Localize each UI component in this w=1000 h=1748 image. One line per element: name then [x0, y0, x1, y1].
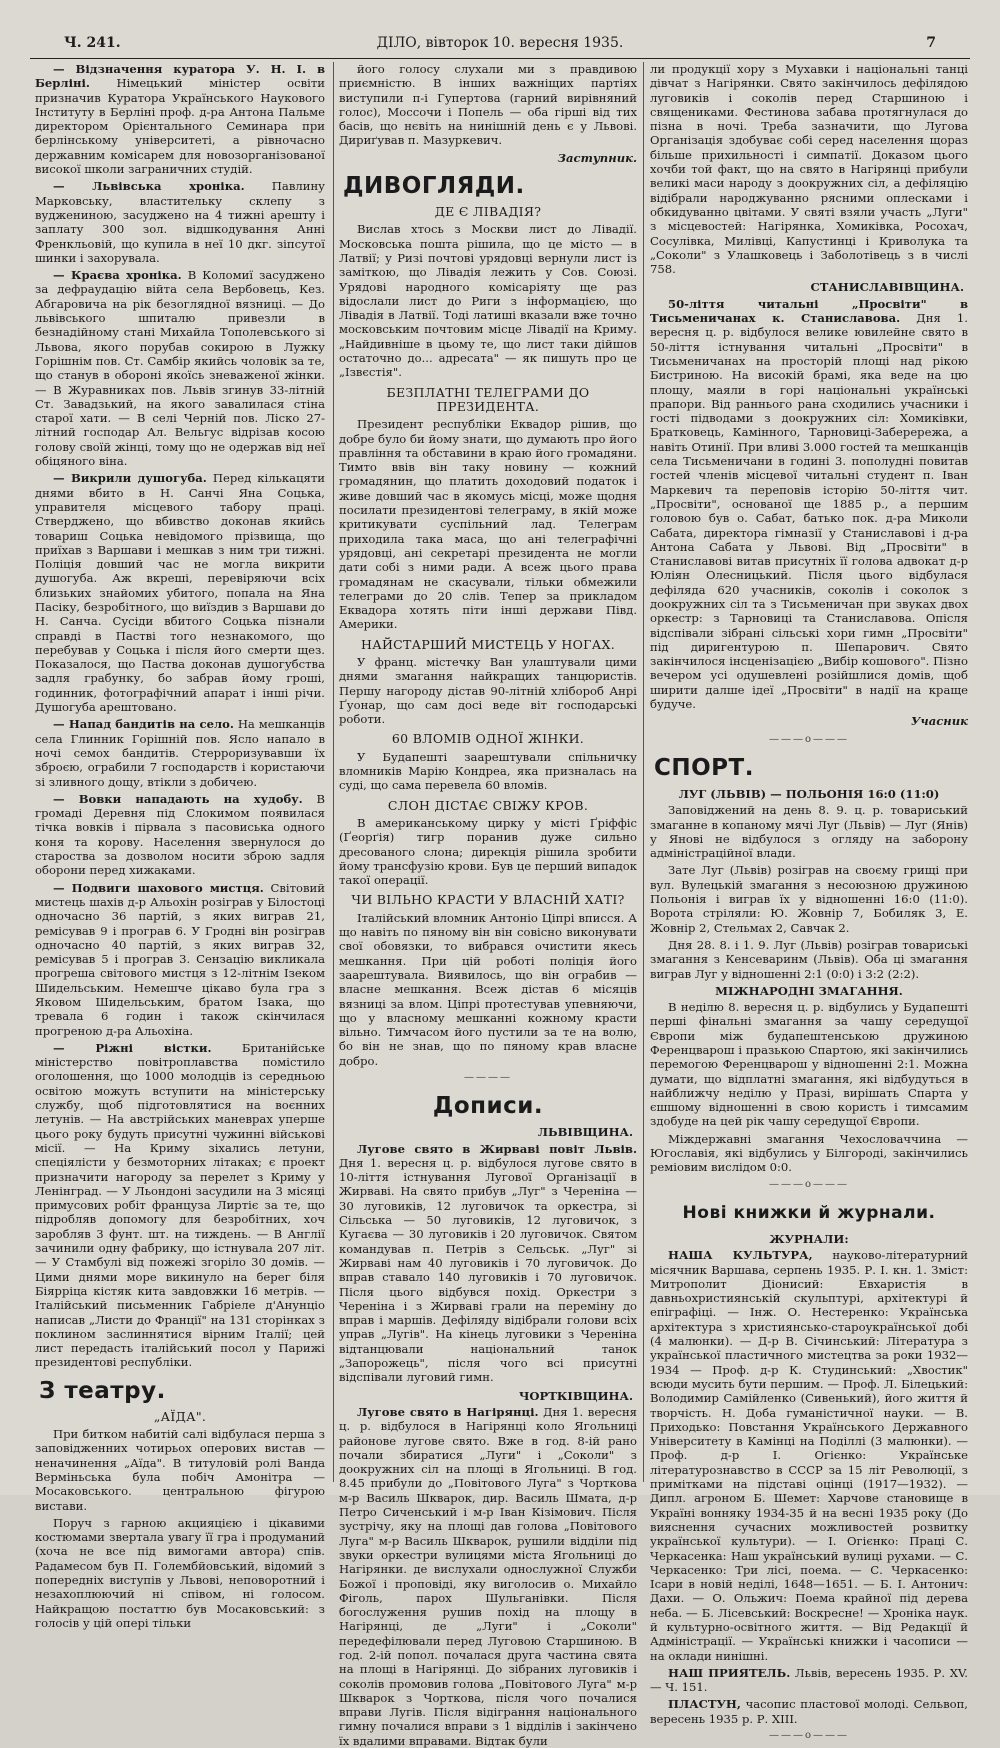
news-text: Світовий мистець шахів д-р Альохін розіграв у Білостоці одночасно 36 партій, з яких виграв 21, ремісував 9 і програв 6. У Гродні він розіграв одночасно 40 партій, з яких виграв 32, ремісував 5 і програв 3. Сензацію викликала прогреша світового мистця з 12-літнім Ізеком Шидельським. Немешче цікаво була гра з Яковом Шидельським, братом Ізака, що тревала 6 годин і також скінчилася прогреною д-ра Альохіна. — [35, 880, 326, 1038]
news-item — [35, 792, 325, 878]
stanyslav-body: Дня 1. вересня ц. р. відбулося велике ювилейне свято в 50-ліття істнування читальні „Просвіти" в Тисьменичанах на просторій площі над рікою Бистриною. На високій брамі, яка веде на цю площу, маяли в горі національні українські прапори. Від раннього рана сходились учасники і гості підводами з доокружних сіл: Хомиківки, Братковець, Камінного, Тарновиці-Заберережа, а навіть Отинії. При вливі 3.000 гостей та мешканців села Тисьменичани в годині 3. пополудні повитав гостей членів місцевої читальні студент п. Іван Маркевич та переповів історію 50-ліття чит. „Просвіти", основаної ще 1885 р., а першим головою був о. Сабат, батько пок. д-ра Миколи Сабата, директора гімназії у Станиславові і д-ра Антона Сабата у Львові. Від „Просвіти" в Станиславові витав присутніх її голова адвокат д-р Юліян Олесницький. Після цього відбулася дефіляда 620 учасників, соколів і соколок з доокружних сіл та з Тисьменичан при звуках двох оркестр: з Тарновиці та Станиславова. Опісля відспівали зібрані сільські хори гимн „Просвіти" під диригентурою п. Шепарович. Свято закінчилося інсценізацією „Вибір кошового". Пізно вечером усі одушевлені розійшлися домів, щоб ширити далше ідеї „Просвіти" в надії на краще будуче. — [650, 311, 968, 712]
news-item — [35, 268, 325, 468]
book-text: науково-літературний місячник Варшава, серпень 1935. Р. І. кн. 1. Зміст: Митрополит Діонисий: Евхаристія в давньохристиянській скульптурі, архітектурі й епіграфіці. — Інж. О. Нестеренко: Українська архітектура з християнсько-староукраїнської добі (4 малюнки). — Д-р В. Січинський: Література з української пластичного мистецтва за роки 1932—1934 — Проф. д-р К. Студинський: „Хвостик" всюди мусить бути першим. — Проф. Л. Білецький: Володимир Самійленко (Сивенький), його життя й творчість. Н. Доба гуманістичної науки. — В. Приходько: Повстання Українського Державного Університету в Камінці на Поділлі (3 малюнки). — Проф. д-р І. Огієнко: Українське літературознавство в СССР за 15 літ Революції, з примітками на підставі оцінці (1917—1932). — Дипл. агроном Б. Шемет: Харчове становище в Україні вонняку 1934-35 й на весні 1935 року (До вияснення сучасних можливостей розвитку української культури). — І. Огієнко: Праці С. Черкасенка: Наш український вулиці рухами. — С. Черкасенко: Три лісі, поема. — С. Черкасенко: Ісари в новій неділі, 1648—1651. — Б. І. Антонич: Дахи. — О. Ольжич: Поема крайної під дерева неба. — Б. Лісевський: Воскресне! — Хроніка наук. й культурно-освітного життя. — Від Редакції й Адміністрації. — Українські книжки і часописи — на оклади нинішні. — [650, 1248, 968, 1663]
column-1 — [35, 62, 326, 1630]
curios-list — [339, 205, 637, 1068]
curio-title: ЧИ ВІЛЬНО КРАСТИ У ВЛАСНІЙ ХАТІ? — [351, 892, 625, 908]
sport-paragraph: Зате Луг (Львів) розіграв на своєму грищі при вул. Вулецькій змагання з несоюзною дружиною Польонія і виграв їх у відношенні 16:0 (11:0). Ворота стріляли: Ю. Жовнір 7, Бобиляк 3, Е. Жовнір 2, Стельмах 2, Савчак 2. — [650, 863, 968, 935]
news-headline: — Викрили душогуба. — [53, 471, 207, 486]
news-text: На мешканців села Глинник Горішній пов. Ясло напало в ночі семох бандитів. Стерроризувавши їх зброєю, ограбили 7 господарств і користаючи зі зливного дощу, втікли з добичею. — [35, 717, 325, 789]
curio-body: Президент республіки Еквадор рішив, що добре було би йому знати, що думають про його правління та обставини в краю його громадяни. Тимто ввів він таку новину — кожний громадянин, що платить доходовий податок і живе довший час в якомусь місці, може щодня посилати президентові телеграму, в якій може критикувати суспільний лад. Телеграм приходила така маса, що ані телеграфічні урядовці, ані секретарі президента не могли дати собі з ними ради. А всеж цього права громадянам не скасували, тільки обмежили телеграми до 20 слів. Тепер за прикладом Еквадора хотять піти інші держави Півд. Америки. — [339, 417, 637, 632]
news-item — [35, 1041, 325, 1370]
letter-lead: Лугове свято в Нагірянці. — [357, 1404, 539, 1419]
theatre-heading: З театру. — [39, 1377, 166, 1404]
book-entry — [650, 1666, 968, 1695]
news-item — [35, 881, 325, 1038]
curio-title: СЛОН ДІСТАЄ СВІЖУ КРОВ. — [387, 797, 589, 813]
stanyslav-signature: Учасник — [911, 714, 968, 729]
curio-body: У Будапешті заарештували спільничку вломників Марію Кондреа, яка призналась на суді, що сама перевела 60 вломів. — [339, 749, 637, 793]
letter-article — [339, 1142, 637, 1385]
paragraph: його голосу слухали ми з правдивою приємністю. В інших важніщих партіях виступили п-і Гупертова (гарний вирівняний голос), Моссочи і Попель — оба гірші від тих басів, що нєвіть на нинішній день є у Львові. Дириґував п. Мазуркевич. — [339, 62, 637, 148]
curio-title: ДЕ Є ЛІВАДІЯ? — [434, 204, 542, 220]
stanyslav-title: 50-ліття читальні „Просвіти" в Тисьменичанах к. Станиславова. — [650, 296, 968, 326]
column-rule — [643, 62, 644, 1482]
news-item — [35, 179, 325, 265]
news-headline: — Краєва хроніка. — [53, 268, 182, 283]
sport-intl-report — [650, 1000, 968, 1175]
news-list — [35, 62, 325, 1370]
theatre-paragraph: Поруч з гарною акцияцією і цікавими костюмами звертала увагу її гра і продуманий (хоча не все під вимогами автора) спів. Радамеcом був П. Голембйовський, відомий з попередніх виступів у Львові, неповоротний і незахоплюючий ні співом, ні голосом. Найкращою постаттю був Мосаковський: з голосів у цій опері тільки — [35, 1515, 325, 1630]
books-heading: Нові книжки й журнали. — [682, 1202, 936, 1223]
news-headline: — Львівська хроніка. — [53, 179, 245, 194]
news-headline: — Вовки нападають на худобу. — [53, 791, 303, 806]
curio-title: 60 ВЛОМІВ ОДНОЇ ЖІНКИ. — [391, 731, 585, 747]
curio-body: Італійський вломник Антоніо Ціпрі вписся. А що навіть по пяному він він совісно виконувати свої обовязки, то вибрався очистити якесь мешкання. При цій роботі поліція його заарештувала. Виявилось, що він ограбив — власне мешкання. Всеж дістав 6 місяців вязниці за влом. Ціпрі протестував упевняючи, що у власному мешканні кожному красти вільно. Тимчасом його пустили за те на волю, бо він не знав, що по пяному крав власне добро. — [339, 910, 637, 1068]
column-2 — [339, 62, 638, 1748]
stanyslav-article — [650, 297, 968, 712]
column-3 — [650, 62, 968, 1742]
separator: ———o——— — [768, 733, 850, 745]
letter-body: Дня 1. вересня ц. р. відбулося в Нагірянці коло Ягольниці районове лугове свято. Вже в год. 8-ій рано почали збиратися „Луги" і „Соколи" з доокружних сіл на площі в Ягольниці. В год. 8.45 прибули до „Повітового Луга" з Чорткова м-р Василь Шкварок, дир. Василь Шмата, д-р Петро Сиченський і м-р Іван Кізімович. Після зустрічу, яку на площі дав голова „Повітового Луга" м-р Василь Шкварок, рушили відділи під звуки оркестри вулицями міста Ягольниці до Нагірянки. де вислухали однослужної Служби Божої і проповіді, яку виголосив о. Михайло Фіголь, парох Шульганівки. Після богослуження рушив похід на площу в Нагірянці, де „Луги" і „Соколи" передефілювали перед Луговою Старшиною. В год. 2-ій попол. почалася друга частина свята на площі в Нагірянці. До зібраних луговиків і соколів промовив голова „Повітового Луга" м-р Шкварок з Чорткова, після чого почалися вправи Лугів. Після відіграння національного гимну почалися вправи з 1 відділів і закінчено їх вдалими вправами. Відтак були — [339, 1404, 638, 1748]
theatre-review — [35, 1427, 325, 1630]
sport-report — [650, 803, 968, 981]
sport-intl-heading: МІЖНАРОДНІ ЗМАГАННЯ. — [715, 983, 903, 998]
newspaper-title: ДІЛО, вівторок 10. вересня 1935. — [376, 35, 624, 51]
theatre-paragraph: При битком набитій салі відбулася перша з заповідженних чотирьох оперових вистав — неначинення „Аїда". В титуловій ролі Ванда Верміньська була побіч Амонітра — Мосаковського. центральною фігурою вистави. — [35, 1427, 325, 1513]
news-item — [35, 62, 325, 176]
books-subheading: ЖУРНАЛИ: — [769, 1231, 849, 1246]
curio-title: НАЙСТАРШИЙ МИСТЕЦЬ У НОГАХ. — [361, 636, 615, 652]
letter-region: ЧОРТКІВЩИНА. — [518, 1388, 633, 1403]
news-text: Павлину Марковську, властительку склепу з вуджениною, засуджено на 4 тижні арешту і заплату 300 зол. відшкодування Анні Френкльовій, що купила в неї 10 дкг. зіпсутої шинки і захорувала. — [35, 179, 325, 265]
letters-continued: ли продукції хору з Мухавки і національні танці дівчат з Нагірянки. Свято закінчилось дефілядою луговиків і соколів перед Старшиною і священиками. Фестинова забава протягнулася до пізна в ночі. Треба зазначити, що Лугова Організація здобуває собі серед населення щораз більше прихильності і симпатії. Доказом цього хочби той факт, що на свято в Нагірянці прибули великі маси народу з доокружних сіл, а дефіляцію відібрали народжуванно рясними оплесками і обкидуванно цвітами. У святі взяли участь „Луги" з місцевостей: Нагірянка, Хомиківка, Росохач, Сосулівка, Милівці, Капустинці і Криволука та „Соколи" з Улашковець і Заболотівець з в числі 758. — [650, 62, 968, 277]
theatre-review-continued — [339, 62, 637, 148]
news-headline: — Відзначення куратора У. Н. І. в Берліні. — [35, 62, 325, 91]
news-headline: — Ріжні вістки. — [53, 1040, 212, 1055]
books-list — [650, 1248, 968, 1726]
book-text: часопис пластової молоді. Сельвоп, вересень 1935 р. Р. XIII. — [650, 1697, 968, 1726]
book-title: ПЛАСТУН, — [668, 1697, 741, 1712]
book-text: Львів, вересень 1935. Р. XV. — Ч. 151. — [650, 1665, 968, 1695]
book-entry — [650, 1697, 968, 1726]
curio-title: БЕЗПЛАТНІ ТЕЛЕГРАМИ ДО ПРЕЗИДЕНТА. — [386, 384, 590, 414]
book-entry — [650, 1248, 968, 1663]
theatre-signature: Заступник. — [557, 150, 637, 165]
sport-paragraph: Заповіджений на день 8. 9. ц. р. товариський змаганне в копаному мячі Луг (Львів) — Луг (Янів) у Янові не відбулося з огляду на заборону адміністраційної влади. — [650, 803, 968, 861]
masthead — [30, 32, 970, 59]
curio-body: В американському цирку у місті Ґріффіс (Ґеорґія) тигр поранив дуже сильно дресованого слона; дирекція рішила зробити йому трансфузію крови. Був це перший випадок такої операції. — [339, 815, 637, 888]
news-headline: — Напад бандитів на село. — [53, 717, 234, 732]
theatre-play-title: „АЇДА". — [153, 1408, 207, 1424]
book-title: НАША КУЛЬТУРА, — [668, 1248, 813, 1263]
letter-lead: Лугове свято в Жирваві повіт Львів. — [357, 1141, 637, 1156]
news-text: В Коломиї засуджено за дефраудацію війта села Вербовець, Кез. Абгаровича на рік безоглядної вязниці. — До львівського шпиталю привезли в безнадійному стані Михайла Тополевського зі Львова, якого порубав сокирою в Лужку Горішнім пов. Ст. Самбір якийсь чоловік за те, що станув в обороні якоїсь зневаженої жінки. — В Журавниках пов. Львів згинув 33-літній Ст. Завадзький, на якого завалилася стіна старої хати. — В селі Черній пов. Ліско 27-літний господар Ал. Вельгус відрізав косою голову своїй жінці, тому що не одержав від неї обіцяного віна. — [35, 268, 325, 469]
letters-heading: Дописи. — [432, 1093, 544, 1120]
news-text: В громаді Деревня під Слокимом появилася тічка вовків і пірвала з пасовиська одного коня та корову. Населення звернулося до староства за дозволом носити зброю задля оборони перед хижаками. — [35, 791, 325, 878]
curios-heading: ДИВОГЛЯДИ. — [343, 173, 525, 200]
curio-body: Вислав хтось з Москви лист до Лівадії. Московська пошта рішила, що це місто — в Латвії; у Ризі почтові урядовці вернули лист із заміткою, що Лівадія лежить у Сов. Союзі. Урядові народного комісаріяту ще раз відослали лист до Риги з інформацією, що Лівадія в Латвії. Тоді латиші вказали вже точно московським почтовим місце Лівадії на Криму. „Найдивніше в цьому те, що лист таки дійшов остаточно до... адресата" — як пишуть про це „Ізвєстія". — [339, 222, 637, 380]
letter-body: Дня 1. вересня ц. р. відбулося лугове свято в 10-ліття істнування Лугової Організації в Жирваві. На свято прибув „Луг" з Череніна — 30 луговиків, 12 луговичок та оркестра, зі Сільська — 50 луговиків, 12 луговичок, з Кугаєва — 30 луговиків і 20 луговичок. Святом командував п. Петрів з Сельськ. „Луг" зі Жирваві нам 40 луговиків і 70 луговичок. До вправ ставало 140 луговиків і 70 луговичок. Після цього відбувся похід. Оркестри з Череніна і з Жирваві грали на переміну до вправ і маршів. Дефіляду відібрали голови всіх управ „Лугів". На кінець луговики з Череніна відтанцювали національний танок „Запорожець", після чого всі присутні відспівали луговий гимн. — [339, 1155, 637, 1385]
news-text: Перед кількацяти днями вбито в Н. Санчі Яна Соцька, управителя місцевого табору праці. Стверджено, що вбивство доконав якийсь товариш Соцька невідомого прізвища, що приїхав з Варшави і мешкав з ним три тижні. Поліція довший час не могла викрити душогуба. Аж вкреші, перевіряючи всіх близьких знайомих убитого, попала на Яна Пасіку, безробітного, що виїздив з Варшави до Н. Санча. Сусіди вбитого Соцька пізнали справді в Пастві того незнакомого, що перебував у Соцька і після його смерти щез. Показалося, що Паства доконав душогубства задля грабунку, бо забрав йому гроші, годинник, фотографічний апарат і інші річи. Душогуба арештовано. — [35, 471, 325, 715]
book-title: НАШ ПРИЯТЕЛЬ. — [668, 1665, 791, 1680]
sport-intl-paragraph: Міждержавні змагання Чехословаччина — Югославія, які відбулись у Білгороді, закінчились реміовим вислідом 0:0. — [650, 1131, 968, 1175]
news-text: Німецький міністер освіти призначив Куратора Українського Наукового Інституту в Берліні проф. д-ра Антона Пальме директором Орієнтального Семинара при берлінському університеті, а рівночасно державним комісарем для новозорганізованої високої школи заграничних студій. — [35, 76, 325, 177]
separator: ———o——— — [768, 1178, 850, 1190]
news-item — [35, 471, 325, 714]
sport-intl-paragraph: В неділю 8. вересня ц. р. відбулись у Будапешті перші фінальні змагання за чашу середущої Європи між будапештенською дружиною Ференцварош і празькою Спартою, які закінчились перемогою Ференцварош у відношенні 2:1. Можна думати, що відплатні змагання, які відбудуться в найближчу неділю у Празі, вирішать Спарта у єшшому відношенні в свою користь і тимсамим здобуде на цей рік чашу середущої Європи. — [650, 1000, 968, 1129]
column-rule — [333, 62, 334, 1482]
page-number: 7 — [926, 35, 936, 51]
letter-region: ЛЬВІВЩИНА. — [537, 1125, 633, 1140]
letters-list — [339, 1125, 637, 1748]
letter-article — [339, 1405, 637, 1748]
issue-number: Ч. 241. — [64, 35, 121, 51]
sport-heading: СПОРТ. — [654, 754, 754, 781]
sport-paragraph: Дня 28. 8. і 1. 9. Луг (Львів) розіграв товариські змагання з Кенсеваринм (Львів). Оба ці змагання виграв Луг у відношенні 2:1 (0:0) і 3:2 (2:2). — [650, 937, 968, 981]
stanyslav-region: СТАНИСЛАВІВЩИНА. — [810, 280, 964, 295]
news-text: Британійське міністерство повітроплавства помістило оголошення, що 1000 молодців із середньою освітою можуть вступити на міністерську службу, щоб підготовлятися на воєнних летунів. — На австрійських маневрах уперше цього року будуть присутні чужинні військові місії. — На Криму зіхались летуни, спеціялісти у безмоторних літаках; є проект призначити нагороду за перелет з Криму у Ленінград. — У Льондоні засудили на 3 місяці примусових робіт француза Лиртіє за те, що підробляв допомогу для безробітних, хоч заробляв 3 фунт. шт. на тиждень. — В Англії зачинили одну фабрику, що істнувала 207 літ. — У Стамбулі від пожежі згоріло 30 домів. — Цими днями море викинуло на берег біля Біярріца кістяк кита завдовжки 16 метрів. — Італійський письменник Габріеле д'Анунціо написав „Листи до Франції" на 131 сторінках з поклином заслиннятися вірним Італії; цей лист передасть італійський посол у Парижі президентові республіки. — [35, 1040, 325, 1370]
curio-body: У франц. містечку Ван улаштували цими днями змагання найкращих танцюристів. Першу нагороду дістав 90-літній хлібороб Анрі Ґуонар, що сам досі веде віт господарські роботи. — [339, 654, 637, 727]
separator: ———o——— — [768, 1730, 850, 1742]
news-headline: — Подвиги шахового мистця. — [53, 880, 264, 895]
sport-match-title: ЛУГ (ЛЬВІВ) — ПОЛЬОНІЯ 16:0 (11:0) — [678, 786, 940, 801]
news-item — [35, 717, 325, 788]
separator: ———— — [464, 1072, 512, 1083]
